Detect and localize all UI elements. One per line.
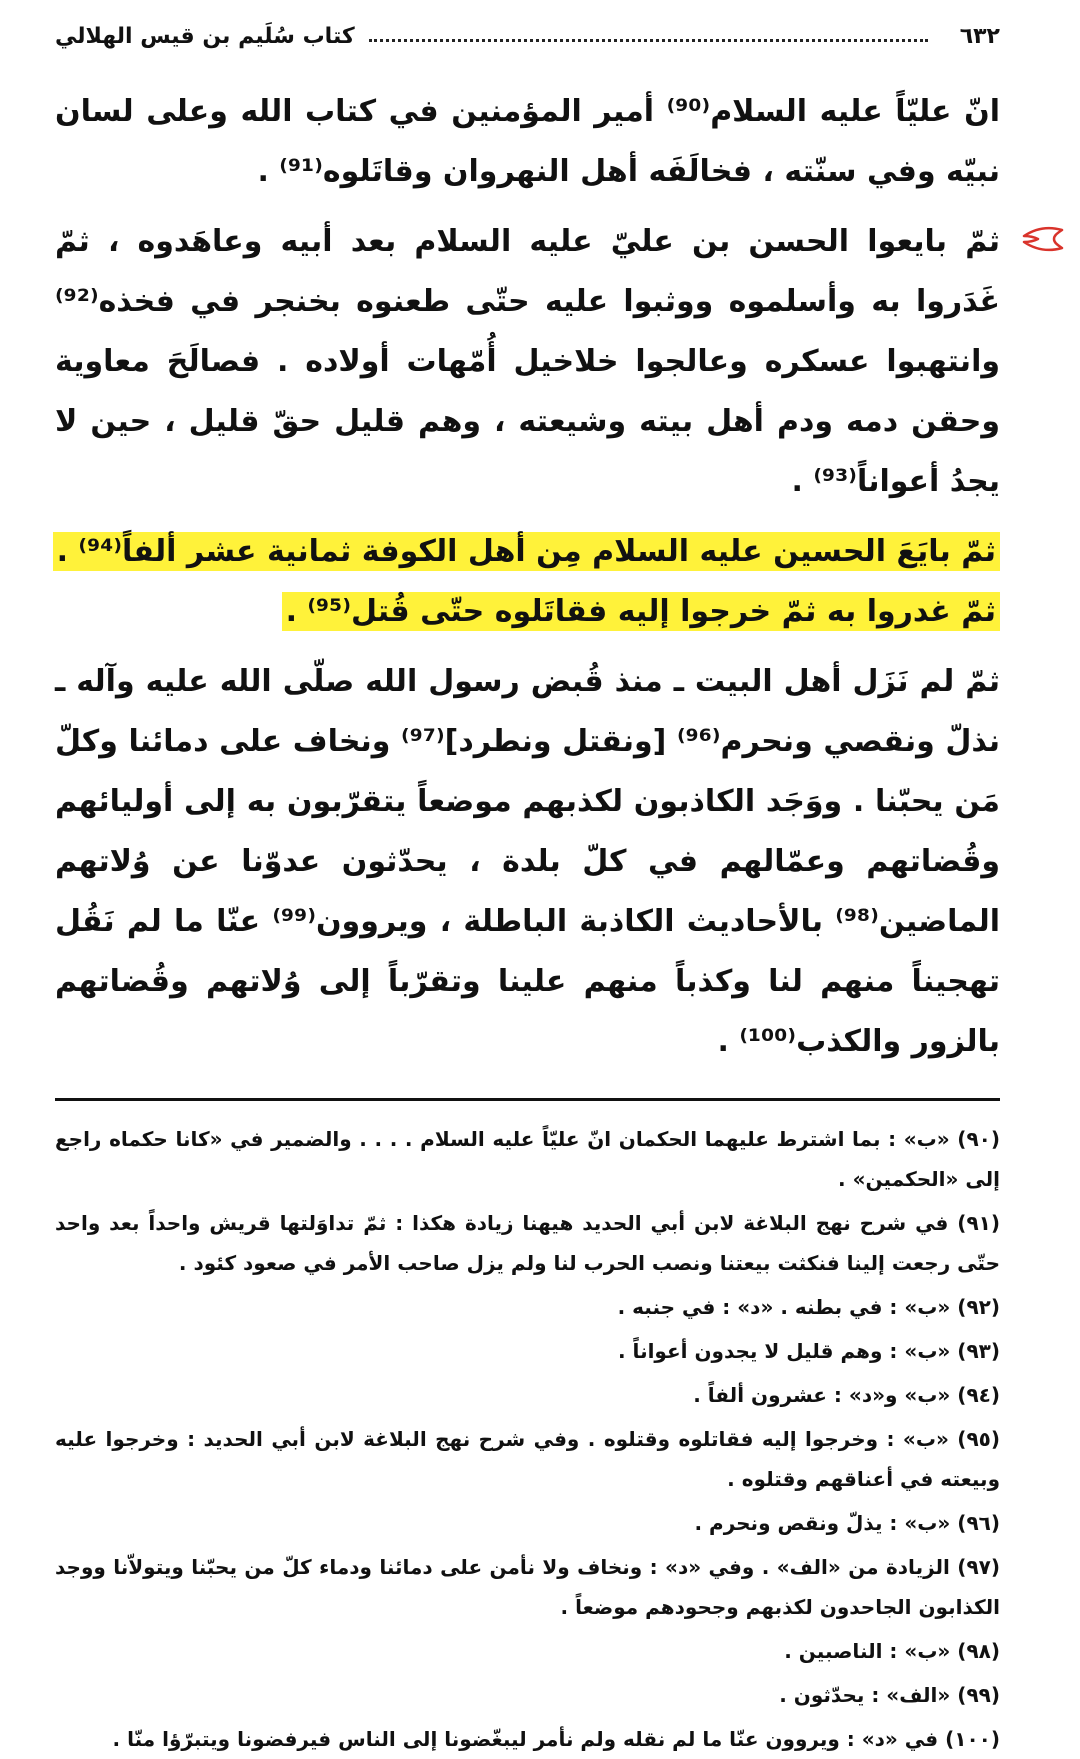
- paragraph-2-wrapper: [55, 212, 1000, 512]
- paragraph-3: [55, 522, 1000, 642]
- footnote-98: (٩٨) «ب» : الناصبين .: [784, 1639, 1000, 1663]
- footnote-97: (٩٧) الزيادة من «الف» . وفي «د» : ونخاف ولا نأمن على دمائنا ودماء كلّ من يحبّنا ويتولاّنا ووجد الكذابون الجاحدون لكذبهم وجحودهم موضعاً .: [55, 1555, 1000, 1619]
- footnote-90: (٩٠) «ب» : بما اشترط عليهما الحكمان انّ عليّاً عليه السلام . . . . والضمير في «كانا حكماه راجع إلى «الحكمين» .: [55, 1127, 1000, 1191]
- footnote-99: (٩٩) «الف» : يحدّثون .: [779, 1683, 1000, 1707]
- footnote-94: (٩٤) «ب» و«د» : عشرون ألفاً .: [693, 1383, 1000, 1407]
- footnote-93: (٩٣) «ب» : وهم قليل لا يجدون أعواناً .: [618, 1339, 1000, 1363]
- page-number: ٦٣٢: [959, 23, 1000, 49]
- footnote-91: (٩١) في شرح نهج البلاغة لابن أبي الحديد هيهنا زيادة هكذا : ثمّ تداوَلتها قريش واحداً بعد واحد حتّى رجعت إلينا فنكثت بيعتنا ونصب الحرب لنا ولم يزل صاحب الأمر في صعود كئود .: [55, 1211, 1000, 1275]
- margin-pointer-icon: [1018, 224, 1064, 254]
- footnote-92: (٩٢) «ب» : في بطنه . «د» : في جنبه .: [617, 1295, 1000, 1319]
- paragraph-1: انّ عليّاً عليه السلام⁽⁹⁰⁾ أمير المؤمنين في كتاب الله وعلى لسان نبيّه وفي سنّته ، فخالَفَه أهل النهروان وقاتَلوه⁽⁹¹⁾ .: [55, 94, 1000, 189]
- footnote-divider: [55, 1098, 1000, 1101]
- paragraph-4: ثمّ لم نَزَل أهل البيت ـ منذ قُبض رسول الله صلّى الله عليه وآله ـ نذلّ ونقصي ونحرم⁽⁹⁶⁾ [ونقتل ونطرد]⁽⁹⁷⁾ ونخاف على دمائنا وكلّ مَن يحبّنا . ووَجَد الكاذبون لكذبهم موضعاً يتقرّبون به إلى أوليائهم وقُضاتهم وعمّالهم في كلّ بلدة ، يحدّثون عدوّنا عن وُلاتهم الماضين⁽⁹⁸⁾ بالأحاديث الكاذبة الباطلة ، ويروون⁽⁹⁹⁾ عنّا ما لم نَقُل تهجيناً منهم لنا وكذباً منهم علينا وتقرّباً إلى وُلاتهم وقُضاتهم بالزور والكذب⁽¹⁰⁰⁾ .: [55, 664, 1000, 1059]
- highlighted-text: ثمّ بايَعَ الحسين عليه السلام مِن أهل الكوفة ثمانية عشر ألفاً⁽⁹⁴⁾ . ثمّ غدروا به ثمّ خرجوا إليه فقاتَلوه حتّى قُتل⁽⁹⁵⁾ .: [53, 532, 1000, 631]
- page-header: [55, 18, 1000, 54]
- paragraph-2: ثمّ بايعوا الحسن بن عليّ عليه السلام بعد أبيه وعاهَدوه ، ثمّ غَدَروا به وأسلموه ووثبوا عليه حتّى طعنوه بخنجر في فخذه⁽⁹²⁾ وانتهبوا عسكره وعالجوا خلاخيل أُمّهات أولاده . فصالَحَ معاوية وحقن دمه ودم أهل بيته وشيعته ، وهم قليل حقّ قليل ، حين لا يجدُ أعواناً⁽⁹³⁾ .: [55, 224, 1000, 499]
- header-dot-leader: [369, 39, 928, 42]
- footnote-95: (٩٥) «ب» : وخرجوا إليه فقاتلوه وقتلوه . وفي شرح نهج البلاغة لابن أبي الحديد : وخرجوا عليه وبيعته في أعناقهم وقتلوه .: [55, 1427, 1000, 1491]
- main-text: [55, 82, 1000, 1072]
- footnote-100: (١٠٠) في «د» : ويروون عنّا ما لم نقله ولم نأمر ليبغّضونا إلى الناس فيرفضونا ويتبرّؤا منّا .: [112, 1727, 1000, 1751]
- footnotes: [55, 1119, 1000, 1759]
- book-title: كتاب سُلَيم بن قيس الهلالي: [55, 23, 355, 49]
- footnote-96: (٩٦) «ب» : يذلّ ونقص ونحرم .: [694, 1511, 1000, 1535]
